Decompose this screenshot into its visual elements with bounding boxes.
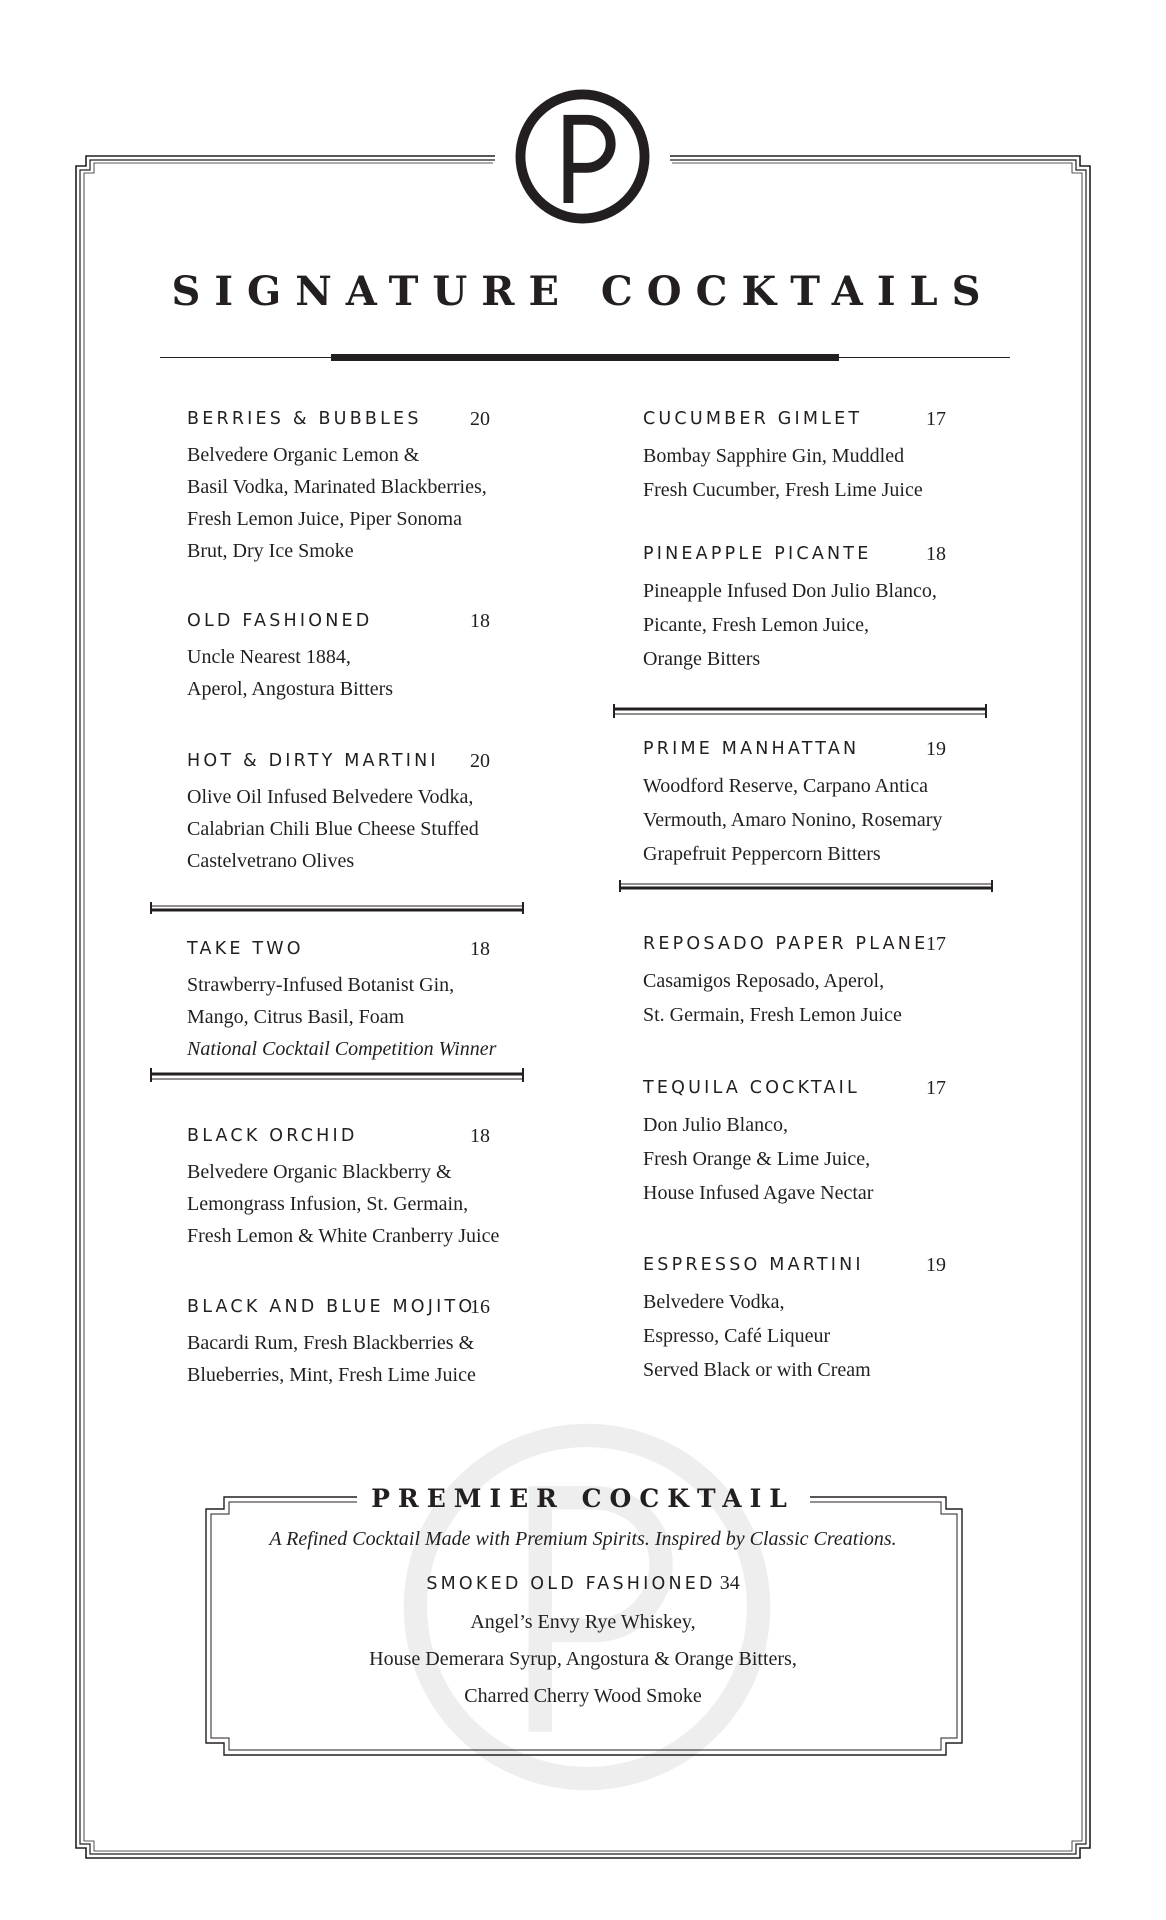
menu-item-featured [643, 738, 946, 871]
item-description-line: Aperol, Angostura Bitters [187, 678, 394, 700]
item-price: 17 [926, 933, 946, 955]
menu-item [643, 933, 946, 1032]
item-description-line: House Infused Agave Nectar [643, 1182, 874, 1204]
item-name: HOT & DIRTY MARTINI [187, 751, 439, 771]
menu-item [643, 543, 946, 676]
item-name: REPOSADO PAPER PLANE [643, 934, 929, 954]
item-name: PINEAPPLE PICANTE [643, 544, 872, 564]
item-description-line: Picante, Fresh Lemon Juice, [643, 614, 870, 636]
item-name: TAKE TWO [187, 939, 304, 959]
item-price: 17 [926, 1077, 946, 1099]
item-price: 17 [926, 408, 946, 430]
item-price: 18 [926, 543, 946, 565]
menu-item [643, 1254, 946, 1387]
menu-item [643, 1077, 946, 1210]
menu-item [187, 610, 490, 705]
item-description-line: St. Germain, Fresh Lemon Juice [643, 1004, 902, 1026]
menu-item [643, 408, 946, 507]
item-price: 19 [926, 738, 946, 760]
item-description-line: Belvedere Vodka, [643, 1291, 785, 1313]
premier-description-line: Charred Cherry Wood Smoke [464, 1685, 702, 1707]
title-rule-thick [331, 354, 839, 361]
item-description-line: Bacardi Rum, Fresh Blackberries & [187, 1332, 475, 1354]
item-name: TEQUILA COCKTAIL [643, 1078, 860, 1098]
item-description-line: Served Black or with Cream [643, 1359, 871, 1381]
premier-item-name: SMOKED OLD FASHIONED [426, 1574, 716, 1594]
menu-item-featured [187, 939, 496, 1065]
premier-title: PREMIER COCKTAIL [371, 1484, 795, 1513]
item-description-line: Brut, Dry Ice Smoke [187, 540, 354, 562]
item-name: ESPRESSO MARTINI [643, 1255, 864, 1275]
item-price: 18 [470, 610, 490, 632]
item-description-line: Blueberries, Mint, Fresh Lime Juice [187, 1364, 476, 1386]
item-price: 20 [470, 408, 490, 430]
item-award-note: National Cocktail Competition Winner [187, 1038, 497, 1060]
item-description-line: Casamigos Reposado, Aperol, [643, 970, 885, 992]
item-name: BLACK AND BLUE MOJITO [187, 1297, 476, 1317]
item-description-line: Fresh Cucumber, Fresh Lime Juice [643, 479, 923, 501]
menu-item [187, 408, 490, 567]
item-description-line: Belvedere Organic Lemon & [187, 444, 420, 466]
item-description-line: Strawberry-Infused Botanist Gin, [187, 974, 455, 996]
page-title: SIGNATURE COCKTAILS [171, 268, 995, 315]
premier-description [0, 1604, 1166, 1715]
item-description-line: Vermouth, Amaro Nonino, Rosemary [643, 809, 943, 831]
item-description-line: Bombay Sapphire Gin, Muddled [643, 445, 905, 467]
item-price: 20 [470, 750, 490, 772]
item-description-line: Espresso, Café Liqueur [643, 1325, 831, 1347]
item-description-line: Mango, Citrus Basil, Foam [187, 1006, 405, 1028]
item-description-line: Grapefruit Peppercorn Bitters [643, 843, 881, 865]
item-price: 18 [470, 938, 490, 960]
item-description-line: Basil Vodka, Marinated Blackberries, [187, 476, 487, 498]
premier-item-heading [0, 1572, 1166, 1595]
item-description-line: Fresh Orange & Lime Juice, [643, 1148, 871, 1170]
item-name: PRIME MANHATTAN [643, 739, 860, 759]
item-name: OLD FASHIONED [187, 611, 373, 631]
item-description-line: Belvedere Organic Blackberry & [187, 1161, 452, 1183]
p-monogram-icon [512, 86, 653, 227]
premier-tagline: A Refined Cocktail Made with Premium Spirits. Inspired by Classic Creations. [269, 1528, 897, 1550]
premier-description-line: House Demerara Syrup, Angostura & Orange Bitters, [369, 1648, 797, 1670]
item-description-line: Fresh Lemon & White Cranberry Juice [187, 1225, 500, 1247]
item-description-line: Pineapple Infused Don Julio Blanco, [643, 580, 937, 602]
item-description-line: Calabrian Chili Blue Cheese Stuffed [187, 818, 479, 840]
item-description-line: Lemongrass Infusion, St. Germain, [187, 1193, 469, 1215]
menu-item [187, 750, 490, 877]
item-description-line: Woodford Reserve, Carpano Antica [643, 775, 928, 797]
item-price: 19 [926, 1254, 946, 1276]
item-name: BERRIES & BUBBLES [187, 409, 422, 429]
item-description-line: Orange Bitters [643, 648, 761, 670]
item-name: CUCUMBER GIMLET [643, 409, 863, 429]
item-description-line: Don Julio Blanco, [643, 1114, 788, 1136]
menu-item [187, 1126, 499, 1252]
item-description-line: Fresh Lemon Juice, Piper Sonoma [187, 508, 462, 530]
item-price: 18 [470, 1125, 490, 1147]
item-price: 16 [470, 1296, 490, 1318]
item-description-line: Castelvetrano Olives [187, 850, 355, 872]
item-description-line: Olive Oil Infused Belvedere Vodka, [187, 786, 474, 808]
item-description-line: Uncle Nearest 1884, [187, 646, 351, 668]
premier-item-price: 34 [719, 1572, 740, 1594]
menu-item [187, 1296, 490, 1391]
premier-description-line: Angel’s Envy Rye Whiskey, [470, 1611, 696, 1633]
item-name: BLACK ORCHID [187, 1126, 358, 1146]
